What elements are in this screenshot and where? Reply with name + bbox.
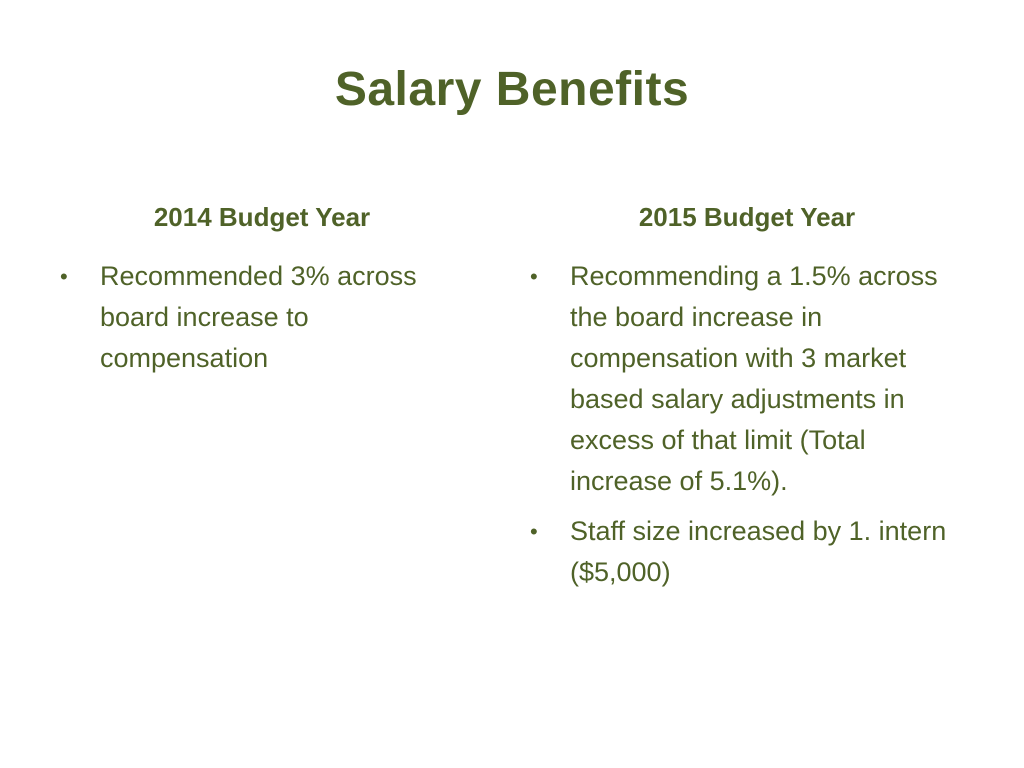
bullet-icon: • — [60, 264, 68, 289]
column-heading-2014: 2014 Budget Year — [153, 202, 371, 232]
bullet-text: Recommended 3% across board increase to compensation — [100, 261, 417, 373]
bullet-item — [522, 256, 972, 502]
column-2014 — [52, 200, 472, 388]
bullet-item — [52, 256, 472, 379]
bullet-icon: • — [530, 264, 538, 289]
bullet-item — [522, 511, 972, 593]
bullet-text: Staff size increased by 1. intern ($5,000) — [570, 516, 947, 587]
bullet-icon: • — [530, 519, 538, 544]
column-heading-2015: 2015 Budget Year — [638, 202, 856, 232]
column-2015 — [522, 200, 972, 602]
bullet-list-2015 — [522, 256, 972, 593]
bullet-list-2014 — [52, 256, 472, 379]
bullet-text: Recommending a 1.5% across the board increase in compensation with 3 market based salary adjustments in excess of that limit (Total increase of 5.1%). — [570, 261, 938, 496]
slide-title: Salary Benefits — [334, 63, 690, 116]
